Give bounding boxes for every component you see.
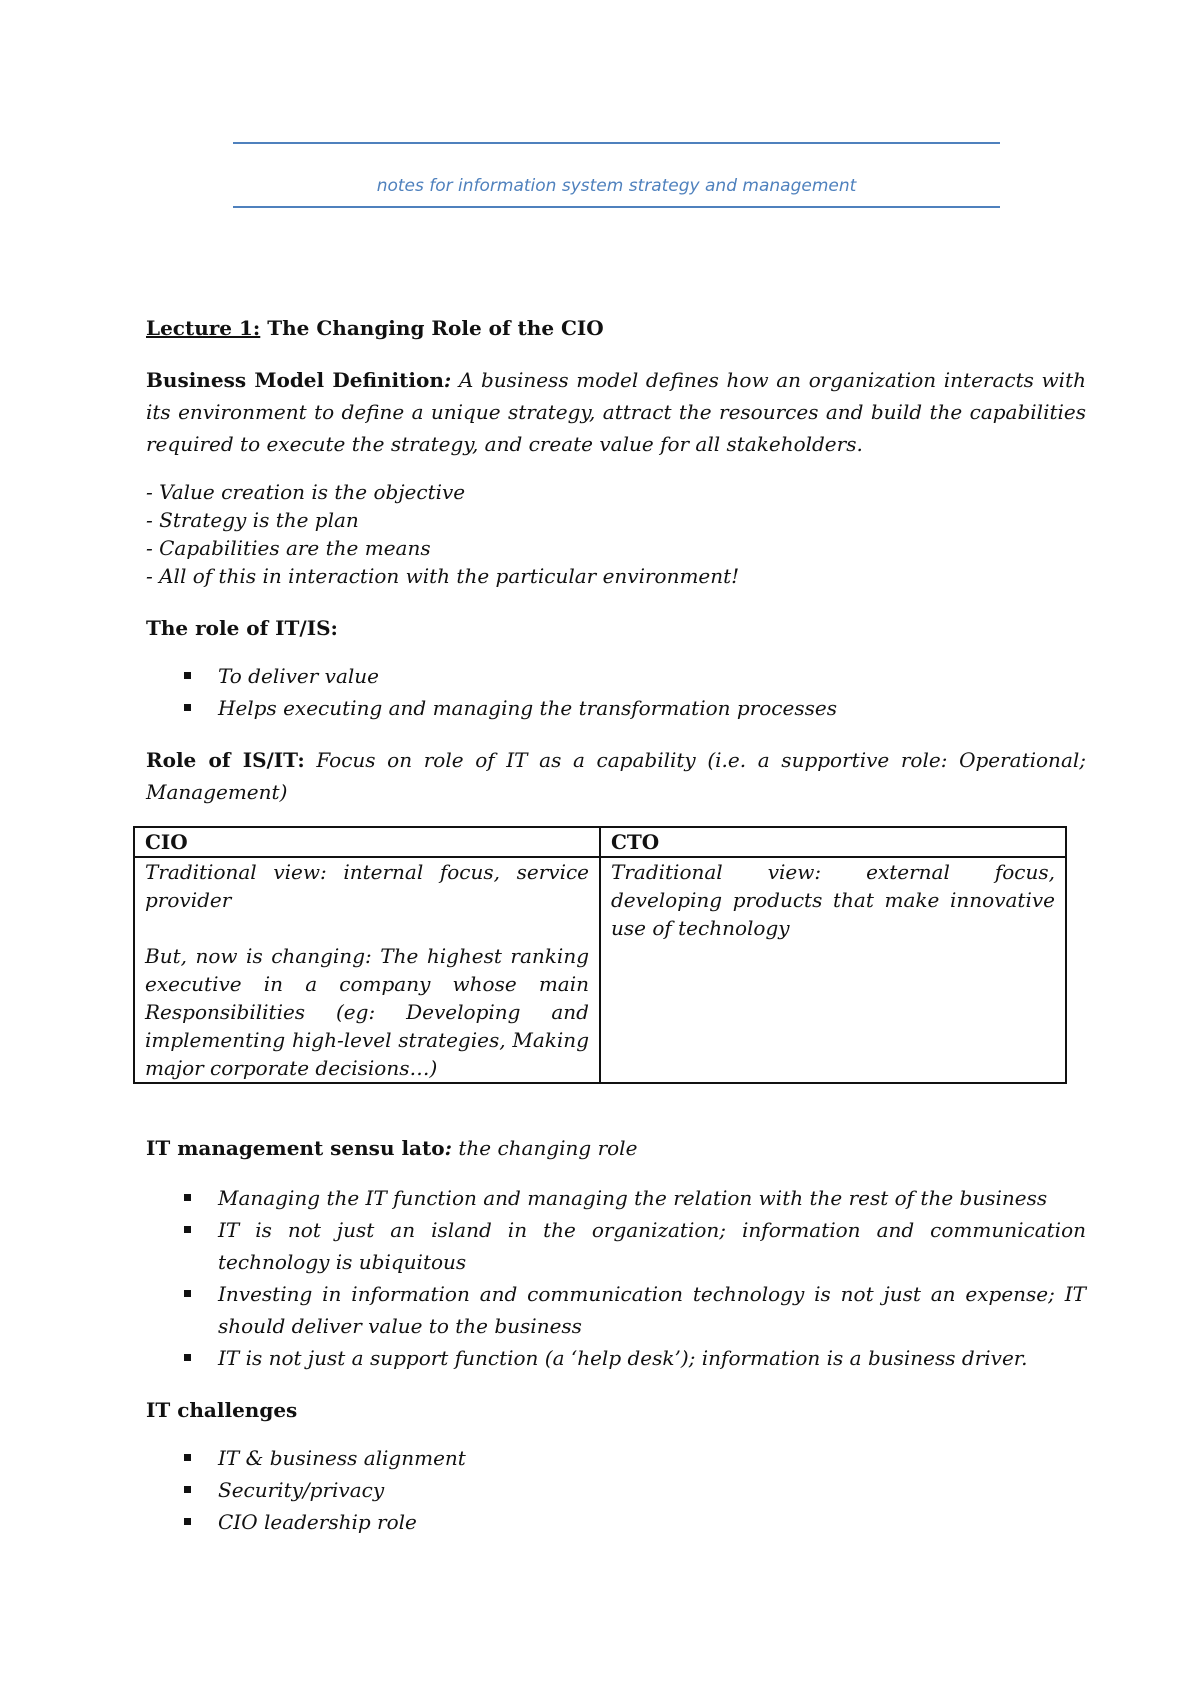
table-header-cto: CTO [600, 827, 1066, 857]
bullet-square-icon [184, 704, 191, 711]
business-model-paragraph [146, 364, 1086, 460]
bullet-square-icon [184, 1290, 191, 1297]
role-itis-list [146, 660, 1086, 724]
table-cell-cto [600, 857, 1066, 1083]
it-management-term: IT management sensu lato [146, 1136, 445, 1160]
list-item: IT is not just an island in the organization; information and communication technology is ubiquitous [146, 1214, 1086, 1278]
business-model-term: Business Model Definition [146, 368, 444, 392]
table-row [134, 827, 1066, 857]
cto-traditional-view: Traditional view: external focus, developing products that make innovative use of technology [611, 860, 1055, 940]
it-management-subtitle: the changing role [451, 1136, 638, 1160]
it-challenges-list [146, 1442, 1086, 1538]
header-subtitle: notes for information system strategy and management [376, 176, 857, 196]
bullet-square-icon [184, 1226, 191, 1233]
bullet-square-icon [184, 1486, 191, 1493]
bullet-square-icon [184, 1194, 191, 1201]
dash-list [146, 478, 1086, 590]
cio-changing-view: But, now is changing: The highest ranking executive in a company whose main Responsibilities (eg: Developing and implementing high-level strategies, Making major corporate decisions…) [145, 944, 589, 1080]
role-isit-text: Focus on role of IT as a capability (i.e. a supportive role: Operational; Management) [146, 748, 1086, 804]
bullet-square-icon [184, 672, 191, 679]
bullet-square-icon [184, 1518, 191, 1525]
bullet-square-icon [184, 1454, 191, 1461]
lecture-heading [146, 312, 1086, 344]
table-cell-cio [134, 857, 600, 1083]
document-body [146, 312, 1086, 1538]
list-item: Investing in information and communication technology is not just an expense; IT should deliver value to the business [146, 1278, 1086, 1342]
list-item: CIO leadership role [146, 1506, 1086, 1538]
list-item: Security/privacy [146, 1474, 1086, 1506]
list-item: To deliver value [146, 660, 1086, 692]
lecture-label: Lecture 1: [146, 316, 261, 340]
list-item: Managing the IT function and managing the relation with the rest of the business [146, 1182, 1086, 1214]
it-management-heading [146, 1132, 1086, 1164]
business-model-definition: A business model defines how an organization interacts with its environment to define a unique strategy, attract the resources and build the capabilities required to execute the strategy, and create value for all stakeholders. [146, 368, 1086, 456]
list-item: - Value creation is the objective [146, 480, 466, 504]
business-model-colon: : [443, 368, 452, 392]
list-item: Helps executing and managing the transformation processes [146, 692, 1086, 724]
header-rule-top [233, 142, 1000, 144]
table-row [134, 857, 1066, 1083]
table-header-cio: CIO [134, 827, 600, 857]
role-isit-paragraph [146, 744, 1086, 808]
cio-traditional-view: Traditional view: internal focus, service provider [145, 860, 589, 912]
list-item: - All of this in interaction with the particular environment! [146, 564, 740, 588]
bullet-square-icon [184, 1354, 191, 1361]
it-challenges-heading: IT challenges [146, 1398, 298, 1422]
lecture-title: The Changing Role of the CIO [260, 316, 604, 340]
role-itis-heading: The role of IT/IS: [146, 616, 338, 640]
list-item: IT & business alignment [146, 1442, 1086, 1474]
role-isit-term: Role of IS/IT: [146, 748, 305, 772]
it-management-colon: : [444, 1136, 452, 1160]
cio-cto-table [133, 826, 1067, 1084]
list-item: IT is not just a support function (a ‘help desk’); information is a business driver. [146, 1342, 1086, 1374]
header-rule-bottom [233, 206, 1000, 208]
list-item: - Strategy is the plan [146, 508, 359, 532]
it-management-list [146, 1182, 1086, 1374]
list-item: - Capabilities are the means [146, 536, 431, 560]
